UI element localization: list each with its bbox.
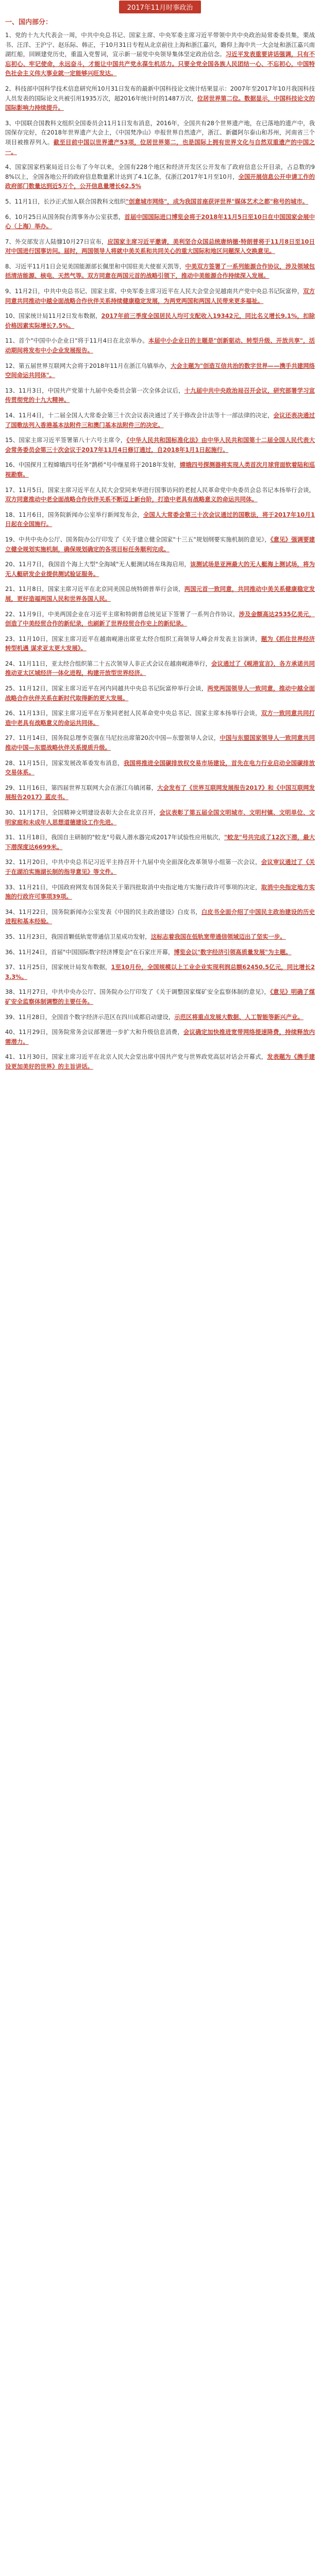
news-item-highlight: "创意城市网络"，成为我国首座获评世界"媒体艺术之都"称号的城市。	[126, 197, 309, 205]
news-item-number: 35、	[5, 933, 19, 940]
news-item-text: 11月12日，国家主席习近平在河内同越共中央总书记阮富仲举行会谈，	[19, 685, 208, 692]
news-item-text: 中国联合国教科文组织全国委员会11月1日发布消息，2016年，全国共有28个世界遗产地，在已落地的遗产中，我国保存完好，在2018年世界遗产大会上，《中国梵净山》申报世界自然遗产，浙江、新疆阿尔泰山和苏州，河南省三个项目被推荐列入。	[5, 119, 315, 146]
news-item-number: 11、	[5, 337, 19, 345]
news-item	[5, 386, 315, 405]
news-item	[5, 262, 315, 281]
news-item-text: 11月3日，中国共产党第十九届中央委员会第一次全体会议后，	[19, 386, 184, 394]
news-item-highlight: "蛟龙"号共完成了12次下潜，最大下潜深度达6699米。	[5, 834, 315, 851]
news-item	[5, 634, 315, 653]
news-item-highlight: 2017年前三季度全国居民人均可支配收入19342元，同比名义增长9.1%，扣除价格因素实际增长7.5%。	[5, 312, 315, 329]
news-item-number: 15、	[5, 436, 19, 444]
news-item-text: 11月1日，长沙正式加入联合国教科文组织	[14, 197, 126, 205]
news-item	[5, 286, 315, 306]
news-item-number: 30、	[5, 809, 19, 816]
news-item-text: 11月22日，国务院新闻办公室发表《中国的民主政治建设》白皮书，	[19, 908, 201, 916]
news-item-number: 3、	[5, 119, 15, 127]
news-item	[5, 84, 315, 113]
news-item-highlight: 涉及金额高达2535亿美元，创造了中美经贸合作的新纪录，也刷新了世界经贸合作史上的新纪录。	[5, 610, 315, 628]
news-item	[5, 808, 315, 827]
news-item	[5, 708, 315, 727]
news-item-number: 10、	[5, 312, 19, 320]
news-item-text: 党的十九大代表会一周，中共中央总书记、国家主席、中央军委主席习近平带领中共中央政治局常委委员集，栗战书、汪洋、王沪宁、赵乐际、韩正，于10月31日专程从北京前往上海和浙江嘉兴，瞻仰上海中共一大会址和浙江嘉兴南湖红船，回顾建党历史，重温入党誓词，宣示新一届党中央领导集体坚定政治信念。	[5, 31, 315, 58]
news-item	[5, 361, 315, 380]
news-item-highlight: 全国开展信息公开申请工作的政府部门数量达到近5万个，公开信息量增长62.5%	[5, 173, 315, 190]
news-item-number: 21、	[5, 585, 19, 593]
news-item	[5, 1012, 315, 1022]
news-item-text: 11月9日，中美两国企业在习近平主席和特朗普总统见证下签署了一系列合作协议，	[19, 610, 239, 618]
news-item-number: 29、	[5, 784, 19, 791]
news-item-highlight: 《意见》明确了煤矿安全监察体制调整的主要任务。	[5, 988, 315, 1005]
news-item	[5, 833, 315, 852]
news-item	[5, 609, 315, 629]
news-item-text: 11月16日，第四届世界互联网大会在浙江乌镇闭幕，	[18, 784, 158, 791]
news-item-text: 11月7日，我国首个海上大型"全海域"无人艇测试场在珠海启用，	[19, 561, 190, 568]
news-item-text: 11月28日，全国首个数字经济示范区在四川成都启动建设，	[18, 1013, 175, 1021]
news-item-highlight: 两党两国领导人一致同意，推动中越全面战略合作伙伴关系在新时代取得新的更大发展。	[5, 685, 315, 702]
news-item-number: 23、	[5, 635, 19, 642]
news-item-text: 11月14日，国务院总理李克强在马尼拉出席第20次中国—东盟领导人会议，	[19, 734, 220, 742]
news-item-highlight: 首届中国国际进口博览会将于2018年11月5日至10日在中国国家会展中心（上海）举办。	[5, 213, 315, 230]
news-item-number: 40、	[5, 1028, 19, 1036]
news-item-number: 25、	[5, 685, 19, 692]
news-item-highlight: 取消中央指定地方实施的行政许可事项39项。	[5, 883, 315, 901]
news-item-number: 34、	[5, 908, 19, 916]
news-item-text: 11月23日，我国首颗低轨宽带通信卫星成功发射，	[18, 933, 151, 940]
news-item-number: 14、	[5, 412, 19, 419]
news-item-number: 12、	[5, 362, 19, 369]
news-item	[5, 336, 315, 355]
news-item-number: 39、	[5, 1013, 19, 1021]
news-item-highlight: 位居世界第二位。数据显示，中国科技论文的国际影响力持续提升。	[5, 94, 315, 112]
news-item-number: 31、	[5, 834, 19, 841]
news-item-number: 13、	[5, 386, 19, 394]
news-item-text: 11月25日，国家统计局发布数据，	[19, 963, 111, 971]
news-item-text: 11月15日，国家发展改革委发布消息，	[19, 759, 124, 767]
news-item-number: 38、	[5, 988, 19, 996]
news-item-text: 11月4日，十二届全国人大常委会第三十次会议表决通过了关于修改会计法等十一部法律的决定，	[19, 412, 274, 419]
news-item-highlight: 嫦娥四号探测器将实现人类首次月球背面软着陆和巡视勘察。	[5, 461, 315, 478]
news-item-highlight: 1至10月份，全国规模以上工业企业实现利润总额62450.5亿元，同比增长23.3%。	[5, 963, 315, 980]
news-item-text: 11月10日，国家主席习近平在越南岘港出席亚太经合组织工商领导人峰会并发表主旨演讲，	[19, 635, 261, 642]
news-item	[5, 883, 315, 902]
news-item-number: 27、	[5, 734, 19, 742]
section-heading: 一、国内部分：	[5, 19, 53, 26]
news-item-number: 18、	[5, 511, 19, 518]
news-item-highlight: 这标志着我国在低轨宽带通信领域迈出了坚实一步。	[150, 933, 286, 940]
news-item-number: 2、	[5, 84, 15, 92]
news-item-text: 11月11日，亚太经合组织第二十五次领导人非正式会议在越南岘港举行，	[19, 659, 211, 667]
news-item-number: 32、	[5, 858, 19, 866]
news-item-number: 1、	[5, 31, 15, 39]
news-item-highlight: 全国人大常委会第三十次会议通过的国歌法，将于2017年10月1日起在全国施行。	[5, 511, 315, 528]
news-item-text: 11月27日，中共中央办公厅、国务院办公厅印发了《关于调整国家煤矿安全监察体制的意见》，	[19, 988, 271, 996]
news-item	[5, 947, 315, 957]
news-item-highlight: 会议审议通过了《关于在湖泊实施湖长制的指导意见》等文件。	[5, 858, 315, 875]
news-list	[5, 30, 315, 1071]
news-item-text: 11月6日，国务院新闻办公室举行新闻发布会，	[19, 511, 143, 518]
news-item-text: 11月29日，国务院常务会议部署进一步扩大和升级信息消费，	[19, 1028, 183, 1036]
news-item	[5, 197, 315, 207]
news-item-text: 国家统计局11月2日发布数据，	[19, 312, 102, 320]
news-item-number: 28、	[5, 759, 19, 767]
news-item	[5, 1027, 315, 1046]
news-item-number: 7、	[5, 238, 15, 245]
news-item-number: 26、	[5, 709, 19, 717]
news-item	[5, 30, 315, 78]
news-item-highlight: 我国将推进全国碳排放权交易市场建设，首先在电力行业启动全国碳排放交易体系。	[5, 759, 315, 776]
news-item-number: 17、	[5, 486, 19, 494]
news-item-text: 外交部发言人陆慷10月27日宣布，	[14, 238, 108, 245]
news-item	[5, 411, 315, 430]
news-item	[5, 758, 315, 777]
news-item-number: 6、	[5, 213, 15, 221]
news-item-text: 11月13日，国家主席习近平在万象同老挝人民革命党中央总书记、国家主席本扬举行会谈，	[19, 709, 261, 717]
news-item	[5, 857, 315, 876]
news-item-highlight: 双方一致同意共同打造中老具有战略意义的命运共同体。	[5, 709, 315, 726]
news-item-highlight: 示范区将重点发展大数据、人工智能等新兴产业。	[174, 1013, 304, 1021]
news-item-number: 24、	[5, 659, 19, 667]
news-item-text: 科技部中国科学技术信息研究所10月31日发布的最新中国科技论文统计结果显示：2007年至2017年10月我国科技人员发表的国际论文共被引用1935万次，超2016年统计时的1487万次，	[5, 84, 315, 102]
news-item-highlight: 会议通过了《岘港宣言》，各方承诺共同推动亚太区域经济一体化进程，构建开放型世界经济。	[5, 659, 315, 677]
news-item-highlight: 发表题为《携手建设更加美好的世界》的主旨讲话。	[5, 1053, 315, 1070]
news-item-text: 中共中央办公厅、国务院办公厅印发了《关于建立健全国家"十三五"规划纲要实施机制的意见》，	[19, 535, 271, 543]
news-item-number: 16、	[5, 461, 19, 469]
news-item-highlight: 题为《抓住世界经济转型机遇 谋求亚太更大发展》。	[5, 635, 315, 652]
news-item-text: 11月8日，国家主席习近平在北京同美国总统特朗普举行会谈，	[19, 585, 184, 593]
news-item	[5, 987, 315, 1006]
news-item-number: 4、	[5, 163, 15, 171]
news-item	[5, 237, 315, 256]
news-item-highlight: 双方同意推动中老全面战略合作伙伴关系不断迈上新台阶，打造中老具有战略意义的命运共同体。	[5, 496, 258, 503]
news-item	[5, 485, 315, 504]
news-item-number: 37、	[5, 963, 19, 971]
news-item-highlight: 十九届中共中央政治局召开会议，研究部署学习宣传贯彻党的十九大精神。	[5, 386, 315, 404]
news-item-number: 9、	[5, 287, 15, 295]
news-item	[5, 118, 315, 157]
news-item-highlight: 中国与东盟国家领导人一致同意共同推动中国—东盟战略伙伴关系提质升级。	[5, 734, 315, 752]
news-item-number: 41、	[5, 1053, 19, 1061]
news-item	[5, 584, 315, 603]
news-item-highlight: 大会主题为"创造互信共治的数字世界——携手共建网络空间命运共同体"。	[5, 362, 315, 379]
news-item	[5, 783, 315, 802]
news-item-text: 11月30日，国家主席习近平在北京人民大会堂出席中国共产党与世界政党高层对话会开幕式，	[19, 1053, 267, 1061]
title-bar	[5, 0, 315, 13]
page-title: 2017年11月时事政治	[119, 1, 201, 13]
news-item-number: 19、	[5, 535, 19, 543]
news-item-text: 国家主席习近平签署第八十六号主席令，	[19, 436, 127, 444]
news-item	[5, 435, 315, 454]
news-item-highlight: 会议表彰了第五届全国文明城市、文明村镇、文明单位、文明家庭和未成年人思想道德建设工作先进。	[5, 809, 315, 826]
news-item-text: 首个"中国中小企业日"将于11月4日在北京举办。	[19, 337, 148, 345]
news-item	[5, 460, 315, 479]
news-item-text: 习近平11月1日会见美国能源部长佩里和中国驻美大使崔天凯等，	[14, 262, 186, 270]
news-item-number: 5、	[5, 197, 15, 205]
news-item	[5, 733, 315, 752]
news-item-highlight: 中美双方签署了一系列能源合作协议，涉及领域包括清洁能源、核电、天然气等。双方同意在两国元首的战略引领下，推动中美能源合作持续深入发展。	[5, 262, 315, 280]
news-item-highlight: 两国元首一致同意，共同推动中美关系健康稳定发展，更好造福两国人民和世界各国人民。	[5, 585, 315, 602]
news-item	[5, 1052, 315, 1071]
news-item-highlight: 博览会以"数字经济引领高质量发展"为主题。	[174, 948, 292, 956]
news-item-highlight: 会议还表决通过了国歌法列入香港基本法附件三和澳门基本法附件三的决定。	[5, 412, 315, 429]
news-item-highlight: 该测试场是亚洲最大的无人艇海上测试场，将为无人艇研发企业提供测试验证服务。	[5, 561, 315, 578]
news-item-highlight: 习近平发表重要讲话强调，只有不忘初心、牢记使命，永远奋斗，才能让中国共产党永葆生机活力。只要全党全国各族人民团结一心、不忘初心，中国特色社会主义伟大事业就一定能够兴旺发达。	[5, 50, 315, 77]
news-item-text: 10月25日从国务院台湾事务办公室获悉，	[14, 213, 125, 221]
news-item-text: 11月18日，我国自主研制的"蛟龙"号载人潜水器完成2017年试验性应用航次，	[18, 834, 225, 841]
news-item-highlight: 应国家主席习近平邀请，美利坚合众国总统唐纳德·特朗普将于11月8日至10日对中国进行国事访问。届时，两国领导人将就中美关系和共同关心的重大国际和地区问题深入交换意见。	[5, 238, 315, 255]
news-item	[5, 535, 315, 554]
news-item-highlight: 大会发布了《世界互联网发展报告2017》和《中国互联网发展报告2017》蓝皮书。	[5, 784, 315, 801]
news-item-text: 国家国家档案局近日公布了今年以来，全国有228个地区和经济开发区公开发布了政府信息公开目录，占总数的98%以上，全国各地公开的政府信息数量累计达到了4.1亿条，仅浙江2017年1月至10月，	[5, 163, 315, 180]
news-item-highlight: 白皮书全面介绍了中国民主政治建设的历史进程和基本经验。	[5, 908, 315, 925]
news-item	[5, 560, 315, 579]
news-item-highlight: 《意见》强调要建立健全规划实施机制，确保规划确定的各项目标任务顺利完成。	[5, 535, 315, 553]
news-item-number: 33、	[5, 883, 19, 891]
news-item	[5, 510, 315, 529]
news-item-number: 20、	[5, 561, 19, 568]
news-item	[5, 212, 315, 231]
news-item	[5, 962, 315, 981]
news-item-text: 11月20日，中共中央总书记习近平主持召开十九届中央全面深化改革领导小组第一次会议，	[19, 858, 261, 866]
news-item	[5, 162, 315, 191]
news-item-highlight: 截至目前中国以世界遗产53项，位居世界第二，也是国际上拥有世界文化与自然双重遗产的中国之一。	[5, 138, 315, 156]
news-item-highlight: 会议确定加快推进宽带网络提速降费，持续释放内需潜力。	[5, 1028, 315, 1045]
news-item-highlight: 双方同意共同推动中越全面战略合作伙伴关系持续健康稳定发展，为两党两国和两国人民带来更多福祉。	[5, 287, 315, 304]
news-item	[5, 684, 315, 703]
news-item-highlight: 本届中小企业日的主题是"创新驱动、转型升级、开放共享"，活动期间将发布中小企业发展报告。	[5, 337, 315, 354]
news-item-number: 36、	[5, 948, 19, 956]
news-item-highlight: 《中华人民共和国标准化法》由中华人民共和国第十二届全国人民代表大会常务委员会第三十次会议于2017年11月4日修订通过，自2018年1月1日起施行。	[5, 436, 315, 453]
news-item-text: 第五届世界互联网大会将于2018年11月在浙江乌镇举办，	[18, 362, 171, 369]
news-item	[5, 932, 315, 942]
news-item-text: 11月21日，中国政府网发布国务院关于第四批取消中央指定地方实施行政许可事项的决定，	[19, 883, 261, 891]
news-item	[5, 311, 315, 330]
news-item	[5, 907, 315, 926]
news-item-text: 11月24日，首届"中国国际数字经济博览会"在石家庄开幕，	[18, 948, 174, 956]
news-item-text: 11月17日，全国精神文明建设表彰大会在北京召开，	[19, 809, 160, 816]
news-item	[5, 659, 315, 678]
news-item-text: 11月5日，国家主席习近平在人民大会堂同来华进行国事访问的老挝人民革命党中央委员会总书记本扬举行会谈，	[19, 486, 315, 494]
news-item-number: 8、	[5, 262, 15, 270]
news-item-text: 11月2日，中共中央总书记、国家主席、中央军委主席习近平在人民大会堂会见越南共产党中央总书记阮富仲，	[14, 287, 304, 295]
news-item-text: 中国探月工程嫦娥四号任务"鹊桥"号中继星将于2018年发射，	[18, 461, 180, 469]
news-item-number: 22、	[5, 610, 19, 618]
